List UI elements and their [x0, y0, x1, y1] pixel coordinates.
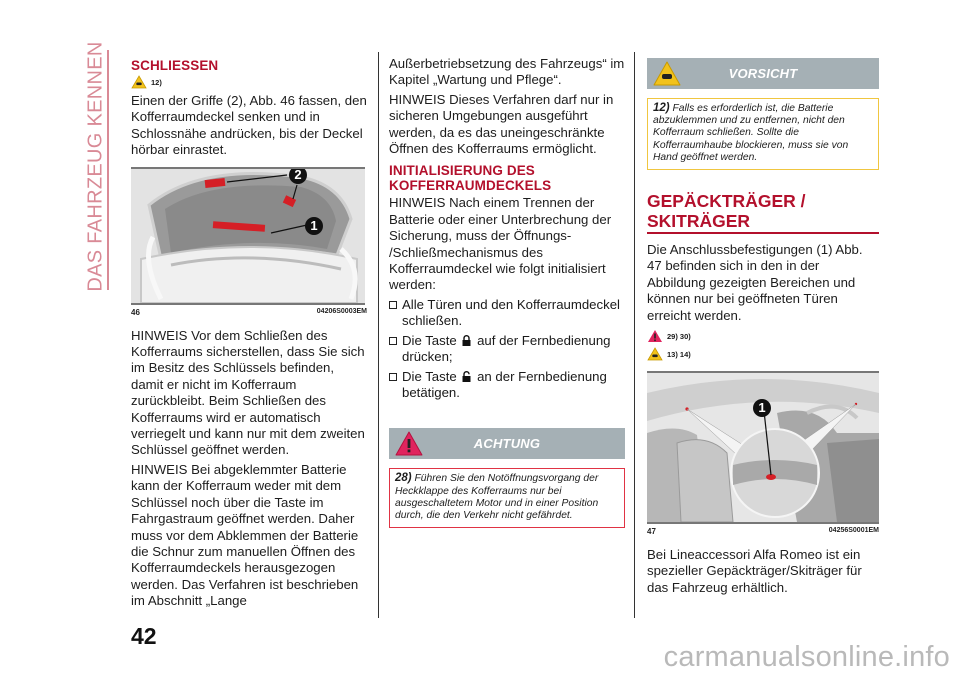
checkbox-bullet-icon [389, 301, 397, 309]
watermark-text: carmanualsonline.info [663, 641, 950, 673]
figure-code: 04256S0001EM [828, 527, 879, 535]
warning-exclamation-icon [647, 329, 663, 343]
column-3 [647, 58, 879, 599]
caution-text: Falls es erforderlich ist, die Batterie abzuklemmen und zu entfernen, nicht den Kofferraum schließen. Sollte die Kofferraumhaube blockieren, muss sie von Hand geöffnet werden. [653, 103, 849, 163]
roof-rack-accessory-info: Bei Lineaccessori Alfa Romeo ist ein spezieller Gepäckträger/Skiträger für das Fahrzeug erhältlich. [647, 547, 862, 595]
initialisation-intro: HINWEIS Nach einem Trennen der Batterie oder einer Unterbrechung der Sicherung, muss der Öffnungs- /Schließmechanismus des Kofferraumdeckel wie folgt initialisiert werden: [389, 195, 612, 293]
column-divider [378, 52, 379, 618]
figure-47-caption [647, 527, 879, 536]
warning-header [389, 428, 625, 459]
caution-car-icon [131, 75, 147, 89]
caution-reference[interactable] [131, 73, 367, 91]
warning-reference-numbers: 29) 30) [667, 331, 691, 341]
section-heading-schliessen: SCHLIESSEN [131, 58, 219, 73]
checkbox-bullet-icon [389, 373, 397, 381]
checkbox-bullet-icon [389, 337, 397, 345]
trunk-lid-illustration [131, 169, 365, 303]
chapter-side-title [84, 40, 108, 292]
caution-car-icon [647, 347, 663, 361]
note-key-before-closing: HINWEIS Vor dem Schließen des Kofferraums sicherstellen, dass Sie sich im Besitz des Schlüssels befinden, damit er nicht im Kofferraum zurückbleibt. Beim Schließen des Kofferraums wird er automatisch verriegelt und kann nur mit dem zweiten Schlüssel geöffnet werden. [131, 327, 365, 458]
step-item-2 [389, 333, 625, 366]
figure-callout-1: 1 [305, 217, 323, 235]
chapter-side-rule [107, 50, 109, 290]
caution-block [647, 58, 879, 170]
warning-number: 28) [395, 472, 412, 485]
caution-reference-numbers: 13) 14) [667, 349, 691, 359]
step-item-3 [389, 369, 625, 402]
section-heading-initialisierung: INITIALISIERUNG DES KOFFERRAUMDECKELS [389, 163, 552, 194]
column-2 [389, 56, 625, 528]
caution-number: 12) [653, 102, 670, 114]
warning-references[interactable] [647, 327, 879, 345]
warning-block [389, 428, 625, 528]
warning-exclamation-icon [395, 431, 423, 462]
figure-number: 47 [647, 527, 656, 537]
section-heading-gepaecktraeger: GEPÄCKTRÄGER / SKITRÄGER [647, 191, 879, 234]
continued-text: Außerbetriebsetzung des Fahrzeugs“ im Kapitel „Wartung und Pflege“. [389, 56, 625, 88]
unlock-icon [462, 371, 471, 382]
note-safe-environment: HINWEIS Dieses Verfahren darf nur in sicheren Umgebungen ausgeführt werden, da es das uneingeschränkte Öffnen des Kofferraums ermöglicht. [389, 91, 614, 157]
caution-reference-number: 12) [151, 77, 162, 87]
note-disconnected-battery: HINWEIS Bei abgeklemmter Batterie kann der Kofferraum weder mit dem Schlüssel noch über die Taste im Fahrgastraum geöffnet werden. Daher muss vor dem Abklemmen der Batterie die Schnur zum manuellen Öffnen des Kofferraumdeckels herausgezogen werden. Das Verfahren ist beschrieben im Abschnitt „Lange [131, 461, 359, 609]
caution-header [647, 58, 879, 89]
caution-references[interactable] [647, 345, 879, 363]
step-text: Die Taste [402, 368, 457, 384]
lock-icon [462, 335, 471, 346]
warning-note [389, 468, 625, 528]
figure-number: 46 [131, 307, 140, 317]
chapter-side-title-text: DAS FAHRZEUG KENNEN [84, 40, 107, 292]
figure-callout-1: 1 [753, 399, 771, 417]
figure-callout-2: 2 [289, 167, 307, 184]
figure-47 [647, 371, 879, 524]
warning-label: ACHTUNG [473, 436, 541, 452]
figure-46 [131, 167, 365, 305]
step-item-1 [389, 297, 625, 330]
column-1 [131, 58, 367, 613]
step-text: auf der Fernbedienung drücken; [402, 332, 611, 365]
figure-code: 04206S0003EM [316, 307, 367, 315]
roof-rack-intro: Die Anschlussbefestigungen (1) Abb. 47 befinden sich in den in der Abbildung gezeigten Bereichen und können nur bei geöffneten Türen erreicht werden. [647, 242, 863, 323]
warning-text: Führen Sie den Notöffnungsvorgang der Heckklappe des Kofferraums nur bei ausgeschaltetem Motor und in einer Position durch, die den Verkehr nicht gefährdet. [395, 473, 599, 521]
caution-car-icon [653, 61, 681, 92]
caution-label: VORSICHT [728, 66, 798, 81]
step-text: Die Taste [402, 332, 457, 348]
page-number: 42 [131, 623, 157, 649]
step-text: an der Fernbedienung betätigen. [402, 368, 607, 400]
closing-instructions: Einen der Griffe (2), Abb. 46 fassen, den Kofferraumdeckel senken und in Schlossnähe andrücken, bis der Deckel hörbar einrastet. [131, 93, 367, 158]
figure-46-caption [131, 308, 367, 317]
car-interior-roof-illustration [647, 373, 879, 522]
step-text: Alle Türen und den Kofferraumdeckel schließen. [402, 296, 620, 329]
column-divider [634, 52, 635, 618]
caution-note [647, 98, 879, 170]
